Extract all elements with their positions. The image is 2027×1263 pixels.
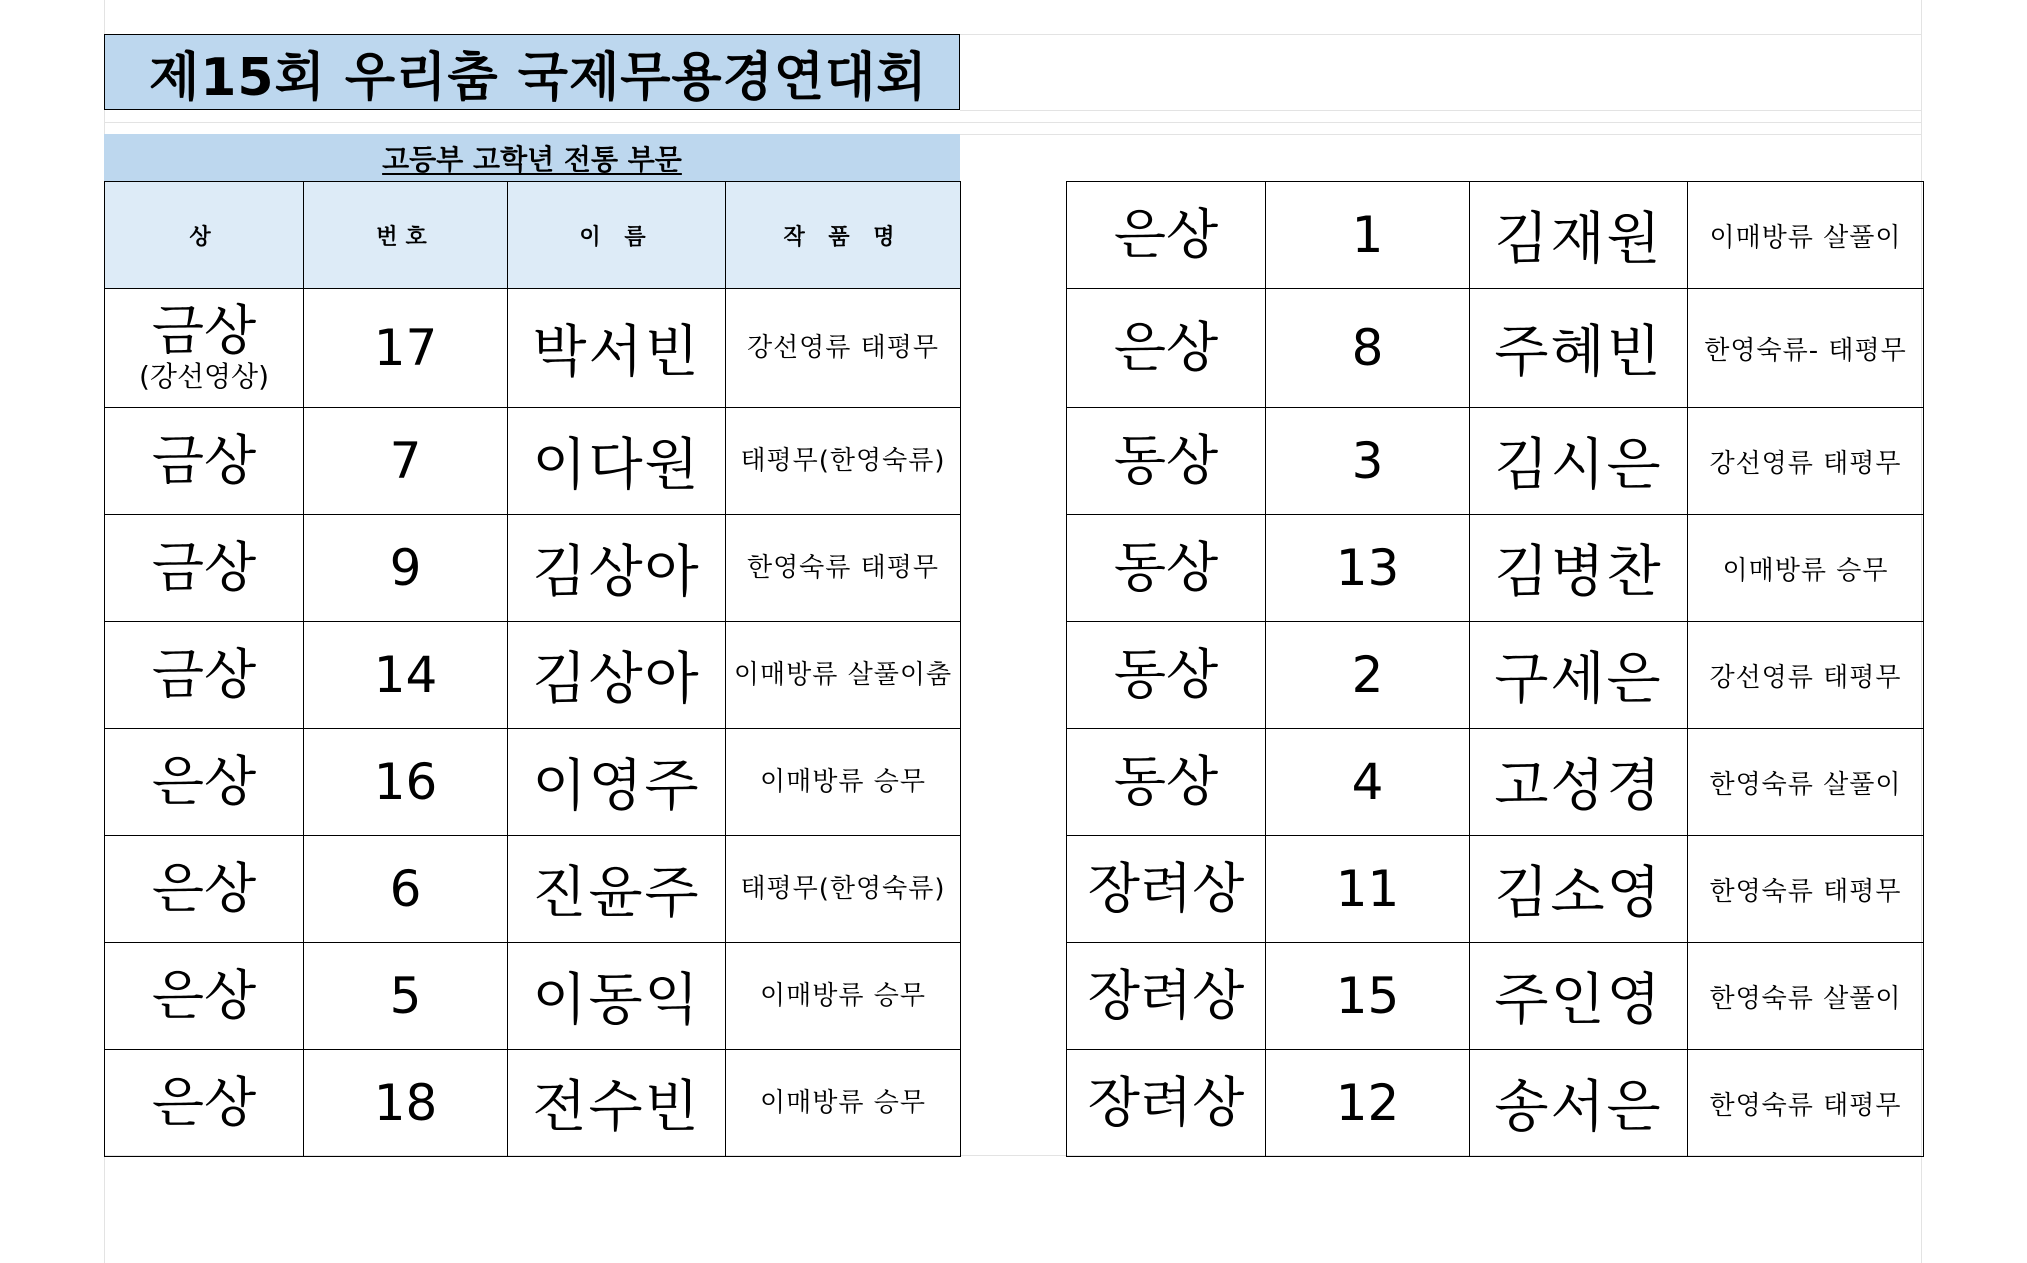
contestant-name: 김재원 bbox=[1470, 182, 1688, 289]
award-note: (강선영상) bbox=[138, 359, 270, 393]
work-title: 한영숙류- 태평무 bbox=[1688, 289, 1924, 408]
entry-number: 17 bbox=[304, 289, 508, 408]
results-table-left bbox=[104, 181, 961, 1157]
table-row bbox=[1067, 729, 1924, 836]
header-row bbox=[105, 182, 961, 289]
award-cell: 은상 bbox=[105, 1050, 304, 1157]
entry-number: 14 bbox=[304, 622, 508, 729]
award-cell: 금상 bbox=[105, 515, 304, 622]
award-cell: 은상 bbox=[1067, 182, 1266, 289]
table-row bbox=[105, 408, 961, 515]
entry-number: 2 bbox=[1266, 622, 1470, 729]
contestant-name: 송서은 bbox=[1470, 1050, 1688, 1157]
award-label: 금상 bbox=[151, 298, 257, 362]
award-cell bbox=[105, 289, 304, 408]
work-title: 한영숙류 살풀이 bbox=[1688, 943, 1924, 1050]
sheet-gridline bbox=[960, 134, 1921, 135]
contestant-name: 김상아 bbox=[508, 622, 726, 729]
contestant-name: 주인영 bbox=[1470, 943, 1688, 1050]
table-row bbox=[1067, 836, 1924, 943]
contestant-name: 김소영 bbox=[1470, 836, 1688, 943]
entry-number: 11 bbox=[1266, 836, 1470, 943]
work-title: 이매방류 살풀이 bbox=[1688, 182, 1924, 289]
entry-number: 3 bbox=[1266, 408, 1470, 515]
work-title: 강선영류 태평무 bbox=[1688, 622, 1924, 729]
table-row bbox=[1067, 943, 1924, 1050]
work-title: 이매방류 승무 bbox=[726, 1050, 961, 1157]
table-row bbox=[105, 729, 961, 836]
header-name: 이 름 bbox=[508, 182, 726, 289]
table-row bbox=[105, 289, 961, 408]
award-cell: 금상 bbox=[105, 622, 304, 729]
division-subtitle: 고등부 고학년 전통 부문 bbox=[104, 134, 960, 181]
entry-number: 7 bbox=[304, 408, 508, 515]
sheet-gridline bbox=[960, 34, 1921, 35]
entry-number: 12 bbox=[1266, 1050, 1470, 1157]
award-cell: 은상 bbox=[105, 836, 304, 943]
table-row bbox=[1067, 515, 1924, 622]
award-cell: 은상 bbox=[1067, 289, 1266, 408]
contestant-name: 박서빈 bbox=[508, 289, 726, 408]
award-cell: 장려상 bbox=[1067, 943, 1266, 1050]
table-row bbox=[105, 515, 961, 622]
page-title: 제15회 우리춤 국제무용경연대회 bbox=[104, 34, 960, 110]
table-row bbox=[105, 1050, 961, 1157]
sheet-gridline bbox=[960, 110, 1921, 111]
award-cell: 동상 bbox=[1067, 408, 1266, 515]
entry-number: 9 bbox=[304, 515, 508, 622]
award-cell: 금상 bbox=[105, 408, 304, 515]
results-table-right bbox=[1066, 181, 1924, 1157]
award-cell: 은상 bbox=[105, 943, 304, 1050]
award-cell: 동상 bbox=[1067, 729, 1266, 836]
entry-number: 13 bbox=[1266, 515, 1470, 622]
work-title: 이매방류 승무 bbox=[726, 729, 961, 836]
contestant-name: 구세은 bbox=[1470, 622, 1688, 729]
contestant-name: 김상아 bbox=[508, 515, 726, 622]
entry-number: 18 bbox=[304, 1050, 508, 1157]
header-award: 상 bbox=[105, 182, 304, 289]
work-title: 이매방류 승무 bbox=[726, 943, 961, 1050]
header-work: 작 품 명 bbox=[726, 182, 961, 289]
table-row bbox=[105, 836, 961, 943]
entry-number: 4 bbox=[1266, 729, 1470, 836]
entry-number: 16 bbox=[304, 729, 508, 836]
work-title: 이매방류 살풀이춤 bbox=[726, 622, 961, 729]
header-number: 번호 bbox=[304, 182, 508, 289]
entry-number: 6 bbox=[304, 836, 508, 943]
table-row bbox=[1067, 182, 1924, 289]
contestant-name: 이동익 bbox=[508, 943, 726, 1050]
contestant-name: 전수빈 bbox=[508, 1050, 726, 1157]
work-title: 한영숙류 살풀이 bbox=[1688, 729, 1924, 836]
contestant-name: 김시은 bbox=[1470, 408, 1688, 515]
contestant-name: 이다원 bbox=[508, 408, 726, 515]
award-cell: 은상 bbox=[105, 729, 304, 836]
table-row bbox=[105, 622, 961, 729]
table-row bbox=[105, 943, 961, 1050]
contestant-name: 주혜빈 bbox=[1470, 289, 1688, 408]
award-cell: 동상 bbox=[1067, 515, 1266, 622]
contestant-name: 이영주 bbox=[508, 729, 726, 836]
award-cell: 동상 bbox=[1067, 622, 1266, 729]
entry-number: 5 bbox=[304, 943, 508, 1050]
entry-number: 8 bbox=[1266, 289, 1470, 408]
work-title: 이매방류 승무 bbox=[1688, 515, 1924, 622]
table-row bbox=[1067, 408, 1924, 515]
work-title: 한영숙류 태평무 bbox=[726, 515, 961, 622]
sheet-gridline bbox=[104, 122, 1921, 123]
entry-number: 1 bbox=[1266, 182, 1470, 289]
award-cell: 장려상 bbox=[1067, 836, 1266, 943]
table-row bbox=[1067, 1050, 1924, 1157]
work-title: 태평무(한영숙류) bbox=[726, 836, 961, 943]
contestant-name: 김병찬 bbox=[1470, 515, 1688, 622]
table-row bbox=[1067, 289, 1924, 408]
work-title: 한영숙류 태평무 bbox=[1688, 836, 1924, 943]
work-title: 한영숙류 태평무 bbox=[1688, 1050, 1924, 1157]
work-title: 태평무(한영숙류) bbox=[726, 408, 961, 515]
work-title: 강선영류 태평무 bbox=[1688, 408, 1924, 515]
contestant-name: 진윤주 bbox=[508, 836, 726, 943]
entry-number: 15 bbox=[1266, 943, 1470, 1050]
table-row bbox=[1067, 622, 1924, 729]
work-title: 강선영류 태평무 bbox=[726, 289, 961, 408]
contestant-name: 고성경 bbox=[1470, 729, 1688, 836]
award-cell: 장려상 bbox=[1067, 1050, 1266, 1157]
